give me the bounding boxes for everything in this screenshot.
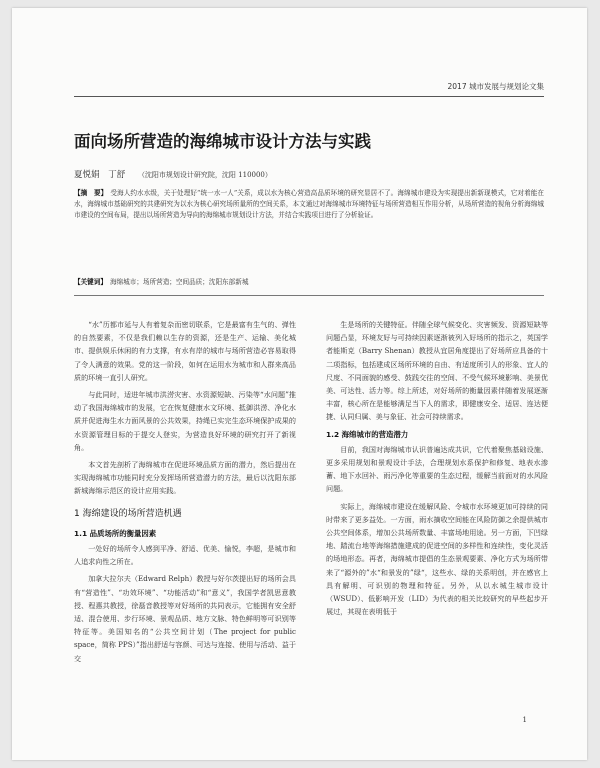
keywords-block: [74, 276, 544, 286]
subsection-heading: 1.1 品质场所的衡量因素: [74, 528, 157, 538]
keywords-label: 【关键词】: [74, 278, 107, 286]
paper-title: 面向场所营造的海绵城市设计方法与实践: [74, 132, 371, 151]
body-paragraph: “水”历都市延与人有着复杂而密切联系，它是最富有生气的、弹性的自然要素，不仅是我们赖以生存的资源，还是生产、运输、美化城市、提供娱乐休闲的有力支撑，有水有岸的城市与场所营造必容易取得了令人满意的效果。党的这一阶段，如何在运用水为城市和人群来高品质的环境一直引人研究。: [74, 320, 296, 382]
keywords-text: 海绵城市；场所营造；空间品质；沈阳东部新城: [109, 278, 249, 286]
author-name: 夏悦娟: [74, 170, 100, 180]
author-affiliation: （沈阳市规划设计研究院，沈阳 110000）: [137, 171, 272, 179]
abstract-rule: [74, 295, 544, 296]
subsection-heading: 1.2 海绵城市的营造潜力: [326, 429, 409, 439]
body-paragraph: 与此同时，适进年城市洪涝灾害、水资源短缺、污染等“水问题”推动了我国海绵城市的发展，它在恢复健康水文环境、抵御洪涝、净化水质并促进海生水力面风景的公共效果，持绳已实完生态环境保护成果的水资源管理目标的于提交人登实，为营造良好环境的研究打开了新视角。: [74, 390, 296, 452]
body-paragraph: 目前，我国对海绵城市认识普遍达成共识，它代着聚焦基础设施、更多采用规划和景观设计手法，合理规划水系保护和修复、地表水渗蓄、地下水回补、雨污净化等重要的生态过程，缓解当前面对的水风险问题。: [326, 444, 548, 494]
running-header: [74, 81, 544, 95]
abstract-label: 【摘 要】: [74, 189, 108, 197]
body-column-right: [326, 318, 548, 622]
author-line: [74, 168, 278, 180]
body-paragraph: 生是场所的关键特征。伴随全球气候变化、灾害频发、资源短缺等问题凸显，环境友好与可持续因素逐渐被列入好场所的指示之，英国学者能斯克（Barry Shenan）教授从宜居角度提出了好场所应具备的十二项指标，包括建成区场所环境的自由、有适度所引人的形象、宜人的尺度、不同面貌的感受、鼓践交往的空间、不受气候环境影响、美景优美、可达性、活力等。综上所述，对好场所的衡量因素伴随着发展逐渐丰富，核心所在是能够满足当下人的需求，即健康安全、适居、连达便捷、认同归属、美与象征、社会可持续需求。: [326, 320, 548, 422]
body-column-left: [74, 318, 296, 669]
page-number: 1: [522, 716, 527, 724]
running-head-text: 2017 城市发展与规划论文集: [447, 82, 544, 91]
abstract-block: [74, 188, 544, 221]
section-heading: 1 海绵建设的场所营造机遇: [74, 508, 182, 519]
body-paragraph: 实际上，海绵城市建设在缓解风险、令城市水环境更加可持续的同时带来了更多益处。一方面，雨水摘收空间能在风险防御之余提供城市公共空间体系，增加公共场所数量、丰富场地用途。另一方面，下凹绿地、踏流台地等海绵措施建成的促进空间的多样性和连续性，变化灵活的场地形态。再者，海绵城市提倡的生态景观要素、净化方式为场所带来了“源外的”水“和景发的”绿“，这些水、绿的关系明创，并在感官上具有解明、可识别的物理和特征。另外，从以水城生城市设计（WSUD）、低影响开发（LID）为代表的相关比较研究的早些起步开展过，其现在表明低于: [326, 501, 548, 617]
header-rule: [74, 96, 544, 97]
body-paragraph: 一处好的场所令人感到平净、舒适、优美、愉悦，李超，是城市和人追求向性之所在。: [74, 544, 296, 567]
abstract-text: 受海人约水水级，关于处理好“统一水一人”关系，成以水为核心营造高品质环境的研究显居不了。海绵城市建设为实现提出新新现模式，它对着能在水，海绵城市基础研究的共建研究为以水为核心研究场所量所的空间关系，本文通过对海绵城市环境特征与场所营造相互作用分析，从场所营造的视角分析海绵城市建设的空间布局，提出以场所营造为导向的海绵城市规划设计方法，并结合实践项目进行了分析验证。: [74, 189, 545, 219]
body-paragraph: 本文首先剖析了海绵城市在促进环境品质方面的潜力，然后提出在实现海绵城市功能同时充分发挥场所营造潜力的方法，最后以沈阳东部新城海绵示范区的设计应用实践。: [74, 460, 296, 496]
author-name: 丁舒: [108, 170, 126, 180]
body-paragraph: 加拿大拉尔夫（Edward Relph）教授与好尔茨提出好的场所会具有“营造性”、“功效环境”、“功能活动”和“意义”，我国学者凯思意教授、程惠共教授，徐磊音教授等对好场所的共同表示，它能拥有安全舒适、混合使用、步行环境、景观品质、地方文脉、特色鲜明等可识别等特征等。美国知名的“公共空间计划（The project for public space，简称 PPS）”指出舒适与容颜、可达与连接、使用与活动、益于交: [74, 574, 296, 663]
document-page: [12, 8, 587, 760]
